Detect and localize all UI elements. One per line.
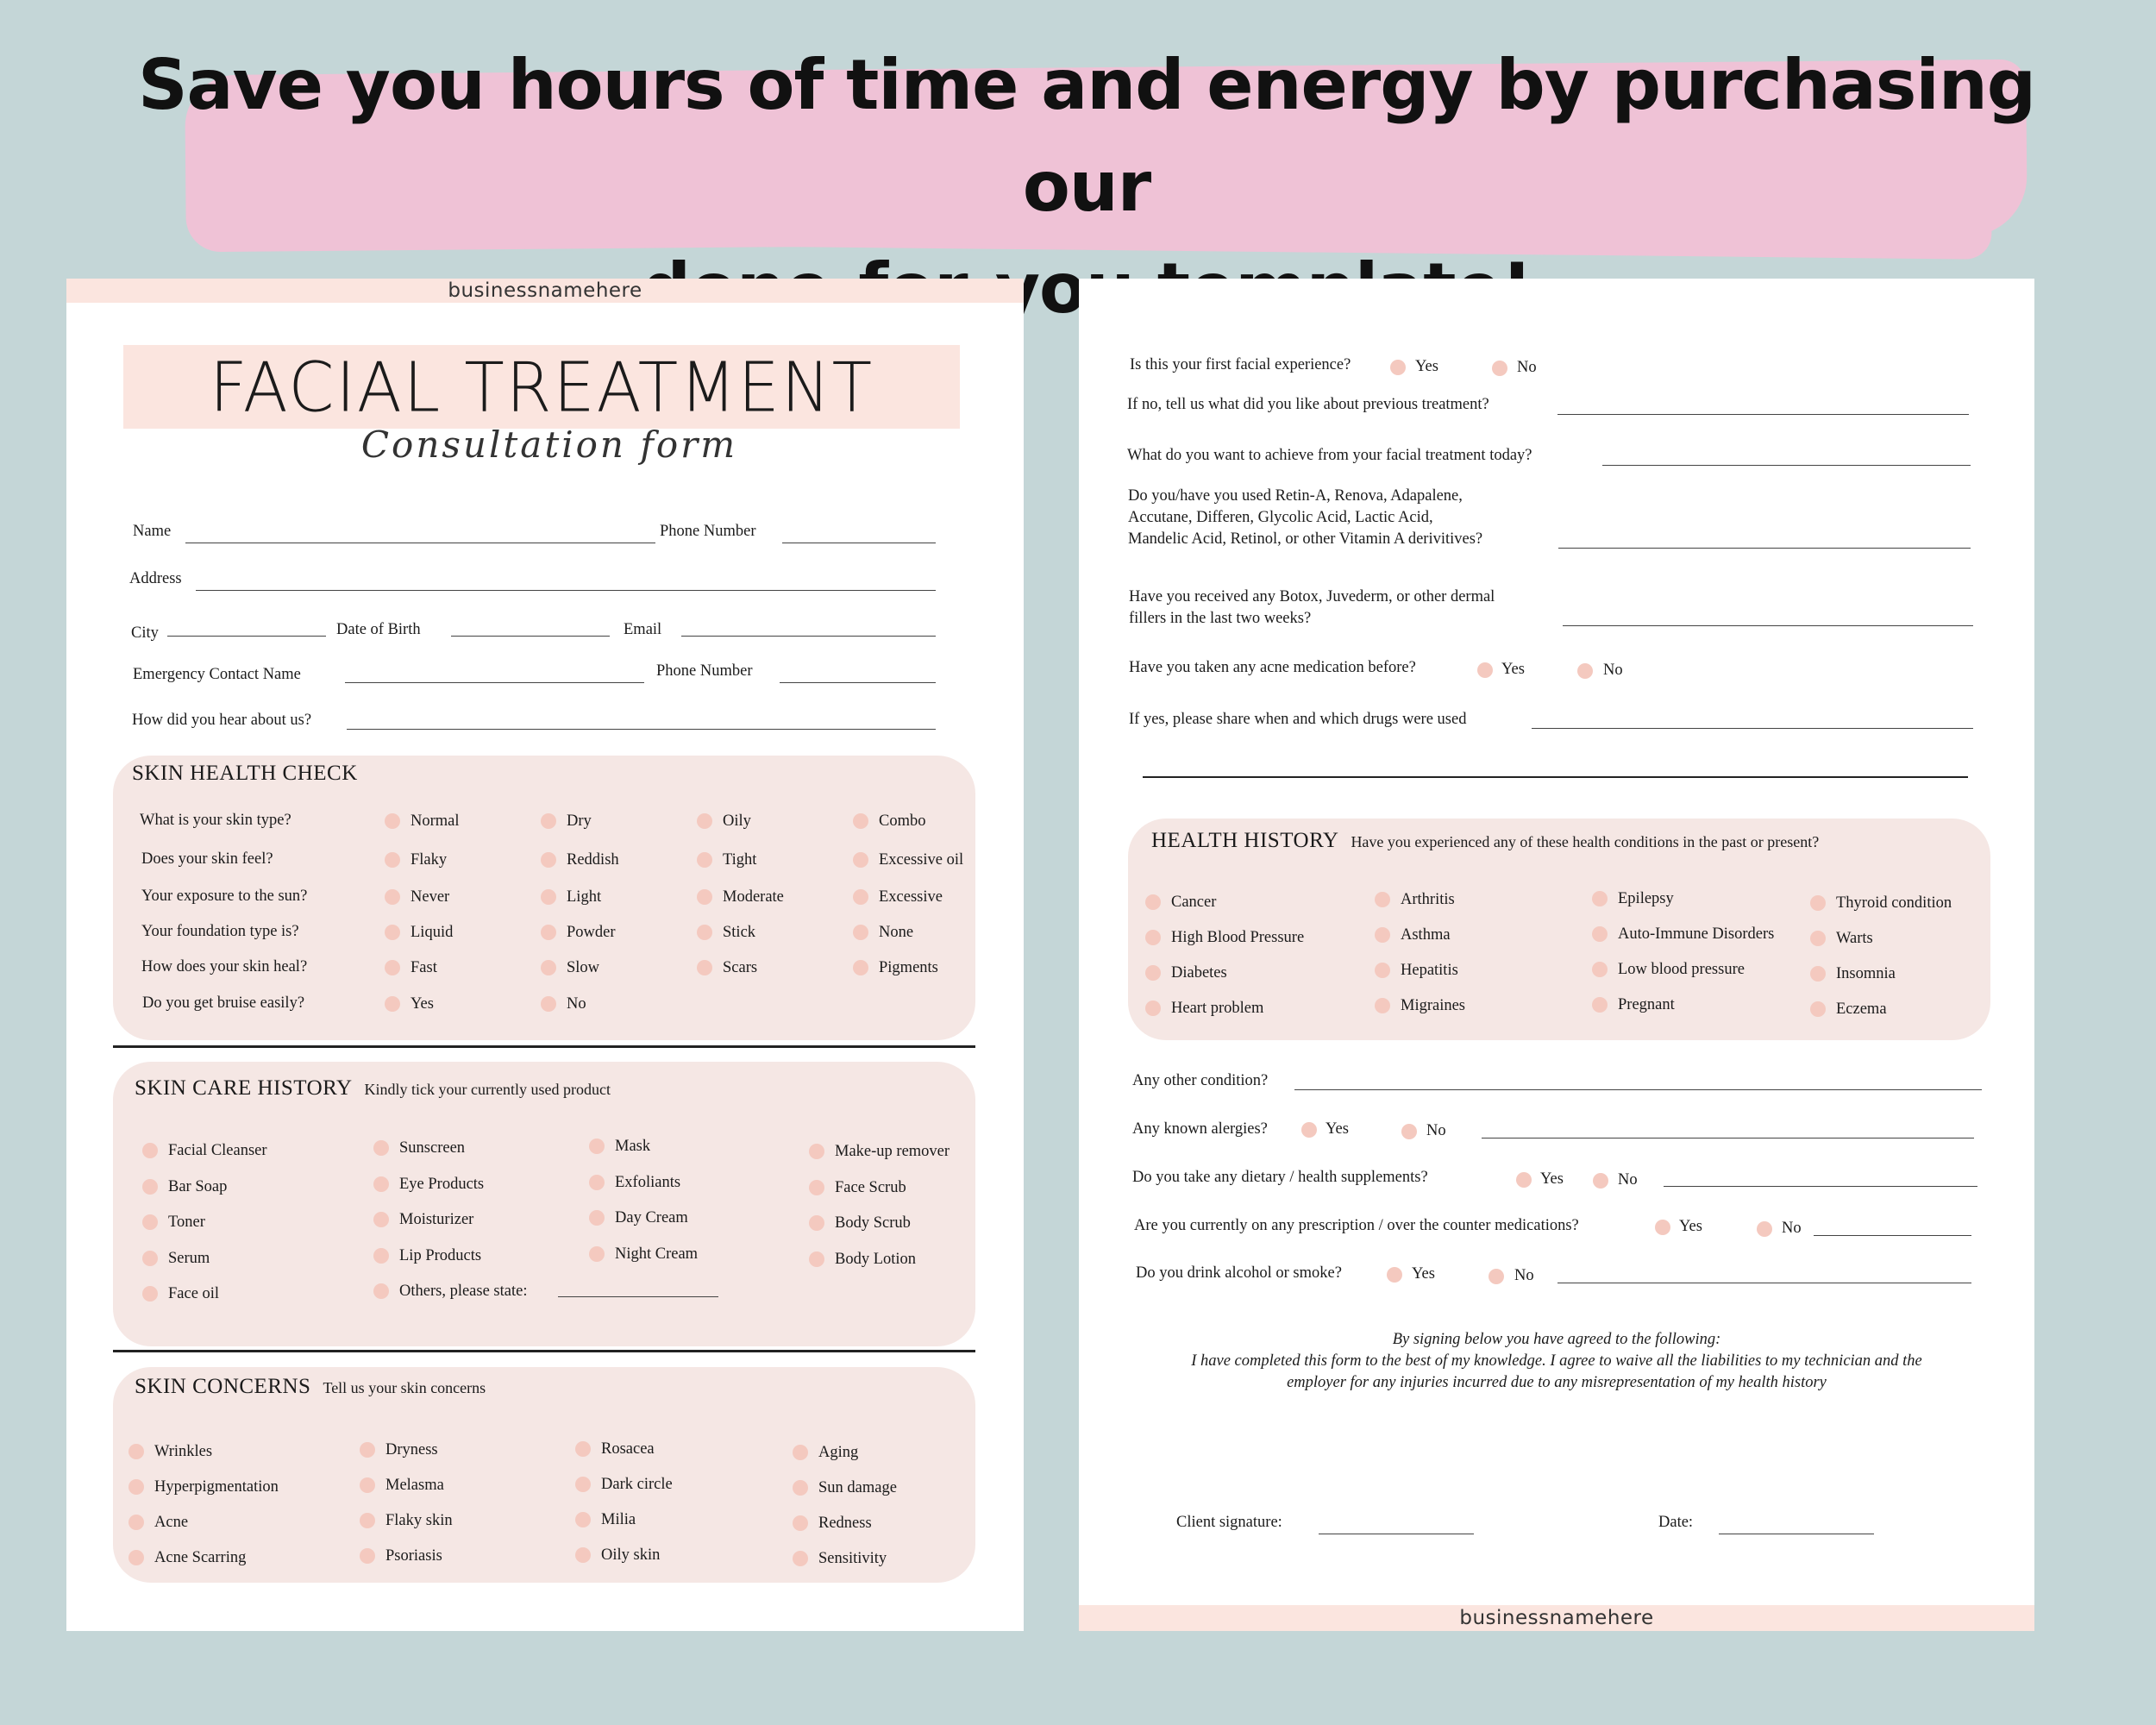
health-insomnia-label: Insomnia: [1836, 965, 1896, 982]
concern-acne-scarring-checkbox[interactable]: [128, 1550, 144, 1565]
skin-health-fast-label: Fast: [411, 959, 437, 976]
alcohol-no-label: No: [1514, 1267, 1534, 1284]
skin-health-question: How does your skin heal?: [141, 958, 308, 975]
skin-care-moisturizer-checkbox[interactable]: [373, 1212, 389, 1227]
health-pregnant-checkbox[interactable]: [1592, 997, 1608, 1013]
concern-flaky-skin-label: Flaky skin: [385, 1512, 453, 1529]
supplements-field[interactable]: [1664, 1186, 1977, 1187]
allergies-no-label: No: [1426, 1122, 1446, 1139]
skin-care-eye-products-label: Eye Products: [399, 1175, 485, 1193]
divider: [113, 1350, 975, 1352]
skin-health-yes-checkbox[interactable]: [385, 996, 400, 1012]
skin-health-no-label: No: [567, 995, 586, 1013]
q-drugs: If yes, please share when and which drugs were used: [1129, 711, 1467, 728]
skin-health-liquid-checkbox[interactable]: [385, 925, 400, 940]
allergies-yes-label: Yes: [1326, 1120, 1349, 1138]
legal-line-1: By signing below you have agreed to the following:: [1392, 1331, 1721, 1348]
skin-care-day-cream-label: Day Cream: [615, 1209, 688, 1226]
skin-health-light-checkbox[interactable]: [541, 889, 556, 905]
emergency-field[interactable]: [345, 682, 644, 683]
concern-hyperpigmentation-checkbox[interactable]: [128, 1479, 144, 1495]
skin-health-yes-label: Yes: [411, 995, 434, 1013]
skin-health-fast-checkbox[interactable]: [385, 960, 400, 975]
skin-care-night-cream-checkbox[interactable]: [589, 1246, 605, 1262]
concern-redness-label: Redness: [818, 1515, 872, 1532]
skin-health-moderate-checkbox[interactable]: [697, 889, 712, 905]
concern-acne-checkbox[interactable]: [128, 1515, 144, 1530]
skin-health-scars-label: Scars: [723, 959, 758, 976]
divider: [1143, 776, 1968, 778]
first-no-label: No: [1517, 359, 1537, 376]
health-diabetes-label: Diabetes: [1171, 964, 1227, 982]
skin-care-note: Kindly tick your currently used product: [364, 1081, 611, 1098]
concern-aging-label: Aging: [818, 1444, 859, 1461]
retin-field[interactable]: [1558, 548, 1971, 549]
skin-care-heading: SKIN CARE HISTORY: [135, 1076, 353, 1100]
skin-care-body-lotion-label: Body Lotion: [835, 1250, 917, 1268]
concern-sensitivity-checkbox[interactable]: [793, 1551, 808, 1566]
phone2-label: Phone Number: [656, 662, 753, 680]
skin-care-day-cream-checkbox[interactable]: [589, 1210, 605, 1226]
form-page-1: [66, 279, 1024, 1631]
alcohol-no-radio[interactable]: [1489, 1269, 1504, 1284]
emergency-label: Emergency Contact Name: [133, 666, 301, 683]
skin-care-body-scrub-label: Body Scrub: [835, 1214, 911, 1232]
skin-health-reddish-checkbox[interactable]: [541, 852, 556, 868]
skin-health-combo-label: Combo: [879, 812, 926, 830]
skin-health-question: Your exposure to the sun?: [141, 888, 308, 905]
botox-field[interactable]: [1563, 625, 1973, 626]
skin-health-excessive-oil-checkbox[interactable]: [853, 852, 868, 868]
skin-health-scars-checkbox[interactable]: [697, 960, 712, 975]
health-arthritis-label: Arthritis: [1401, 891, 1455, 908]
supplements-yes-radio[interactable]: [1516, 1172, 1532, 1188]
q-retin-line-3: Mandelic Acid, Retinol, or other Vitamin A derivitives?: [1128, 530, 1483, 548]
skin-health-question: Your foundation type is?: [141, 923, 299, 940]
skin-health-stick-checkbox[interactable]: [697, 925, 712, 940]
q-retin: [1128, 486, 1482, 550]
health-eczema-checkbox[interactable]: [1810, 1001, 1826, 1017]
health-diabetes-checkbox[interactable]: [1145, 965, 1161, 981]
skin-care-lip-products-label: Lip Products: [399, 1246, 482, 1264]
skin-health-title: SKIN HEALTH CHECK: [132, 762, 358, 785]
skin-care-body-lotion-checkbox[interactable]: [809, 1251, 824, 1267]
skin-health-slow-checkbox[interactable]: [541, 960, 556, 975]
concern-psoriasis-checkbox[interactable]: [360, 1548, 375, 1564]
hear-label: How did you hear about us?: [132, 712, 312, 729]
q-retin-line-1: Do you/have you used Retin-A, Renova, Adapalene,: [1128, 487, 1463, 505]
skin-health-oily-checkbox[interactable]: [697, 813, 712, 829]
prescription-field[interactable]: [1814, 1235, 1971, 1236]
health-high-blood-pressure-label: High Blood Pressure: [1171, 929, 1305, 946]
health-thyroid-condition-checkbox[interactable]: [1810, 895, 1826, 911]
health-migraines-checkbox[interactable]: [1375, 998, 1390, 1013]
phone2-field[interactable]: [780, 682, 936, 683]
concern-milia-label: Milia: [601, 1511, 636, 1528]
skin-care-bar-soap-label: Bar Soap: [168, 1177, 228, 1195]
email-field[interactable]: [681, 636, 936, 637]
address-field[interactable]: [196, 590, 936, 591]
concern-wrinkles-label: Wrinkles: [154, 1443, 213, 1460]
skin-health-moderate-label: Moderate: [723, 888, 784, 906]
concern-dark-circle-label: Dark circle: [601, 1476, 673, 1493]
skin-care-face-scrub-label: Face Scrub: [835, 1178, 906, 1196]
skin-care-sunscreen-label: Sunscreen: [399, 1139, 466, 1157]
skin-health-reddish-label: Reddish: [567, 851, 619, 869]
skin-health-question: What is your skin type?: [140, 812, 291, 829]
supplements-yes-label: Yes: [1540, 1170, 1564, 1188]
skin-care-mask-checkbox[interactable]: [589, 1138, 605, 1154]
health-low-blood-pressure-label: Low blood pressure: [1618, 961, 1745, 978]
address-label: Address: [129, 570, 182, 587]
skin-health-powder-checkbox[interactable]: [541, 925, 556, 940]
health-arthritis-checkbox[interactable]: [1375, 892, 1390, 907]
name-label: Name: [133, 523, 172, 540]
skin-concerns-heading: SKIN CONCERNS: [135, 1375, 311, 1398]
previous-field[interactable]: [1557, 414, 1969, 415]
skin-health-question: Does your skin feel?: [141, 850, 273, 868]
divider: [113, 1045, 975, 1048]
skin-health-normal-label: Normal: [411, 812, 460, 830]
dob-field[interactable]: [451, 636, 610, 637]
health-history-title: [1151, 829, 1819, 853]
skin-care-exfoliants-label: Exfoliants: [615, 1173, 681, 1191]
skin-care-sunscreen-checkbox[interactable]: [373, 1140, 389, 1156]
q-prescription: Are you currently on any prescription / over the counter medications?: [1134, 1217, 1579, 1234]
q-botox: [1129, 586, 1495, 630]
supplements-no-radio[interactable]: [1593, 1173, 1608, 1189]
form-subtitle: Consultation form: [360, 423, 738, 466]
skin-concerns-title: [135, 1375, 486, 1399]
concern-redness-checkbox[interactable]: [793, 1515, 808, 1531]
skin-health-flaky-label: Flaky: [411, 851, 448, 869]
concern-acne-label: Acne: [154, 1514, 189, 1531]
q-alcohol: Do you drink alcohol or smoke?: [1136, 1264, 1342, 1282]
health-heart-problem-checkbox[interactable]: [1145, 1000, 1161, 1016]
skin-health-none-checkbox[interactable]: [853, 925, 868, 940]
email-label: Email: [624, 621, 662, 638]
concern-milia-checkbox[interactable]: [575, 1512, 591, 1527]
skin-health-dry-checkbox[interactable]: [541, 813, 556, 829]
skin-care-body-scrub-checkbox[interactable]: [809, 1215, 824, 1231]
acne-no-label: No: [1603, 662, 1623, 679]
concern-acne-scarring-label: Acne Scarring: [154, 1549, 247, 1566]
q-acne: Have you taken any acne medication before?: [1129, 659, 1416, 676]
skin-health-no-checkbox[interactable]: [541, 996, 556, 1012]
health-epilepsy-label: Epilepsy: [1618, 890, 1674, 907]
skin-care-mask-label: Mask: [615, 1138, 651, 1155]
skin-care-others-please-state-checkbox[interactable]: [373, 1283, 389, 1299]
first-yes-radio[interactable]: [1390, 360, 1406, 375]
skin-care-eye-products-checkbox[interactable]: [373, 1176, 389, 1192]
dob-label: Date of Birth: [336, 621, 421, 638]
concern-oily-skin-checkbox[interactable]: [575, 1547, 591, 1563]
supplements-no-label: No: [1618, 1171, 1638, 1189]
first-no-radio[interactable]: [1492, 361, 1507, 376]
health-migraines-label: Migraines: [1401, 997, 1466, 1014]
q-botox-line-1: Have you received any Botox, Juvederm, or other dermal: [1129, 588, 1495, 605]
prescription-yes-radio[interactable]: [1655, 1220, 1670, 1235]
q-supplements: Do you take any dietary / health supplements?: [1132, 1169, 1428, 1186]
signature-label: Client signature:: [1176, 1514, 1282, 1531]
headline-line-1: Save you hours of time and energy by purchasing our: [137, 45, 2036, 227]
first-yes-label: Yes: [1415, 358, 1438, 375]
concern-oily-skin-label: Oily skin: [601, 1546, 661, 1564]
others-field[interactable]: [558, 1296, 718, 1297]
q-botox-line-2: fillers in the last two weeks?: [1129, 610, 1312, 627]
skin-care-lip-products-checkbox[interactable]: [373, 1248, 389, 1264]
health-history-note: Have you experienced any of these health conditions in the past or present?: [1351, 833, 1820, 850]
concern-hyperpigmentation-label: Hyperpigmentation: [154, 1478, 279, 1496]
health-insomnia-checkbox[interactable]: [1810, 966, 1826, 982]
skin-care-card: [113, 1062, 975, 1346]
legal-text: [1079, 1329, 2034, 1394]
skin-health-tight-checkbox[interactable]: [697, 852, 712, 868]
phone-label: Phone Number: [660, 523, 756, 540]
skin-care-exfoliants-checkbox[interactable]: [589, 1175, 605, 1190]
health-pregnant-label: Pregnant: [1618, 996, 1675, 1013]
health-warts-label: Warts: [1836, 930, 1873, 947]
skin-care-make-up-remover-label: Make-up remover: [835, 1143, 950, 1160]
q-other: Any other condition?: [1132, 1072, 1269, 1089]
health-eczema-label: Eczema: [1836, 1000, 1887, 1018]
concern-psoriasis-label: Psoriasis: [385, 1547, 442, 1565]
concern-dryness-label: Dryness: [385, 1441, 438, 1458]
concern-aging-checkbox[interactable]: [793, 1445, 808, 1460]
health-heart-problem-label: Heart problem: [1171, 1000, 1264, 1017]
skin-care-face-scrub-checkbox[interactable]: [809, 1180, 824, 1195]
skin-care-serum-checkbox[interactable]: [142, 1251, 158, 1266]
skin-care-title: [135, 1076, 611, 1101]
city-field[interactable]: [167, 636, 326, 637]
legal-line-3: employer for any injuries incurred due to any misrepresentation of my health history: [1287, 1374, 1827, 1391]
legal-line-2: I have completed this form to the best of my knowledge. I agree to waive all the liabilities to my technician and the: [1191, 1352, 1922, 1370]
concern-melasma-label: Melasma: [385, 1477, 444, 1494]
skin-health-slow-label: Slow: [567, 959, 600, 976]
allergies-no-radio[interactable]: [1401, 1124, 1417, 1139]
q-retin-line-2: Accutane, Differen, Glycolic Acid, Lactic Acid,: [1128, 509, 1433, 526]
skin-care-face-oil-checkbox[interactable]: [142, 1286, 158, 1302]
q-allergies: Any known alergies?: [1132, 1120, 1268, 1138]
skin-care-toner-checkbox[interactable]: [142, 1214, 158, 1230]
health-thyroid-condition-label: Thyroid condition: [1836, 894, 1952, 912]
skin-health-powder-label: Powder: [567, 924, 616, 941]
form-page-2: [1079, 279, 2034, 1631]
skin-health-question: Do you get bruise easily?: [142, 994, 305, 1012]
skin-care-toner-label: Toner: [168, 1214, 205, 1231]
skin-health-oily-label: Oily: [723, 812, 751, 830]
skin-care-others-please-state-label: Others, please state:: [399, 1283, 528, 1300]
business-name-header: businessnamehere: [66, 279, 1024, 303]
health-auto-immune-disorders-label: Auto-Immune Disorders: [1618, 925, 1775, 943]
concern-rosacea-label: Rosacea: [601, 1440, 655, 1458]
concern-melasma-checkbox[interactable]: [360, 1477, 375, 1493]
concern-sensitivity-label: Sensitivity: [818, 1550, 887, 1567]
drugs-field[interactable]: [1532, 728, 1973, 729]
skin-health-dry-label: Dry: [567, 812, 592, 830]
acne-no-radio[interactable]: [1577, 663, 1593, 679]
skin-health-never-checkbox[interactable]: [385, 889, 400, 905]
health-high-blood-pressure-checkbox[interactable]: [1145, 930, 1161, 945]
skin-health-excessive-checkbox[interactable]: [853, 889, 868, 905]
q-first-facial: Is this your first facial experience?: [1130, 356, 1351, 373]
health-epilepsy-checkbox[interactable]: [1592, 891, 1608, 906]
skin-care-facial-cleanser-label: Facial Cleanser: [168, 1142, 267, 1159]
other-field[interactable]: [1294, 1089, 1982, 1090]
skin-health-stick-label: Stick: [723, 924, 756, 941]
skin-health-excessive-oil-label: Excessive oil: [879, 851, 964, 869]
health-hepatitis-label: Hepatitis: [1401, 962, 1458, 979]
q-achieve: What do you want to achieve from your facial treatment today?: [1127, 447, 1532, 464]
allergies-yes-radio[interactable]: [1301, 1122, 1317, 1138]
concern-dryness-checkbox[interactable]: [360, 1442, 375, 1458]
skin-care-moisturizer-label: Moisturizer: [399, 1211, 474, 1228]
skin-care-face-oil-label: Face oil: [168, 1285, 220, 1302]
business-name-footer: businessnamehere: [1079, 1605, 2034, 1631]
form-title: FACIAL TREATMENT: [210, 346, 874, 428]
acne-yes-radio[interactable]: [1477, 662, 1493, 678]
health-hepatitis-checkbox[interactable]: [1375, 963, 1390, 978]
health-history-heading: HEALTH HISTORY: [1151, 829, 1339, 852]
skin-health-normal-checkbox[interactable]: [385, 813, 400, 829]
prescription-no-radio[interactable]: [1757, 1221, 1772, 1237]
prescription-yes-label: Yes: [1679, 1218, 1702, 1235]
skin-care-bar-soap-checkbox[interactable]: [142, 1179, 158, 1195]
alcohol-yes-label: Yes: [1412, 1265, 1435, 1283]
skin-health-liquid-label: Liquid: [411, 924, 454, 941]
achieve-field[interactable]: [1602, 465, 1971, 466]
health-warts-checkbox[interactable]: [1810, 931, 1826, 946]
health-cancer-checkbox[interactable]: [1145, 894, 1161, 910]
prescription-no-label: No: [1782, 1220, 1802, 1237]
skin-care-serum-label: Serum: [168, 1249, 210, 1267]
health-cancer-label: Cancer: [1171, 894, 1217, 911]
date-label: Date:: [1658, 1514, 1694, 1531]
skin-health-light-label: Light: [567, 888, 602, 906]
skin-health-none-label: None: [879, 924, 914, 941]
skin-health-pigments-checkbox[interactable]: [853, 960, 868, 975]
health-asthma-label: Asthma: [1401, 926, 1451, 944]
concern-rosacea-checkbox[interactable]: [575, 1441, 591, 1457]
health-low-blood-pressure-checkbox[interactable]: [1592, 962, 1608, 977]
skin-health-flaky-checkbox[interactable]: [385, 852, 400, 868]
skin-health-combo-checkbox[interactable]: [853, 813, 868, 829]
skin-health-never-label: Never: [411, 888, 450, 906]
concern-flaky-skin-checkbox[interactable]: [360, 1513, 375, 1528]
skin-health-excessive-label: Excessive: [879, 888, 943, 906]
acne-yes-label: Yes: [1501, 661, 1525, 678]
skin-care-facial-cleanser-checkbox[interactable]: [142, 1143, 158, 1158]
skin-health-pigments-label: Pigments: [879, 959, 938, 976]
health-auto-immune-disorders-checkbox[interactable]: [1592, 926, 1608, 942]
health-asthma-checkbox[interactable]: [1375, 927, 1390, 943]
alcohol-yes-radio[interactable]: [1387, 1267, 1402, 1283]
skin-concerns-note: Tell us your skin concerns: [323, 1379, 486, 1396]
concern-sun-damage-label: Sun damage: [818, 1479, 897, 1496]
concern-dark-circle-checkbox[interactable]: [575, 1477, 591, 1492]
skin-health-tight-label: Tight: [723, 851, 757, 869]
skin-care-make-up-remover-checkbox[interactable]: [809, 1144, 824, 1159]
concern-sun-damage-checkbox[interactable]: [793, 1480, 808, 1496]
concern-wrinkles-checkbox[interactable]: [128, 1444, 144, 1459]
q-previous: If no, tell us what did you like about previous treatment?: [1127, 396, 1489, 413]
city-label: City: [131, 624, 159, 642]
hear-field[interactable]: [347, 729, 936, 730]
skin-care-night-cream-label: Night Cream: [615, 1245, 699, 1263]
